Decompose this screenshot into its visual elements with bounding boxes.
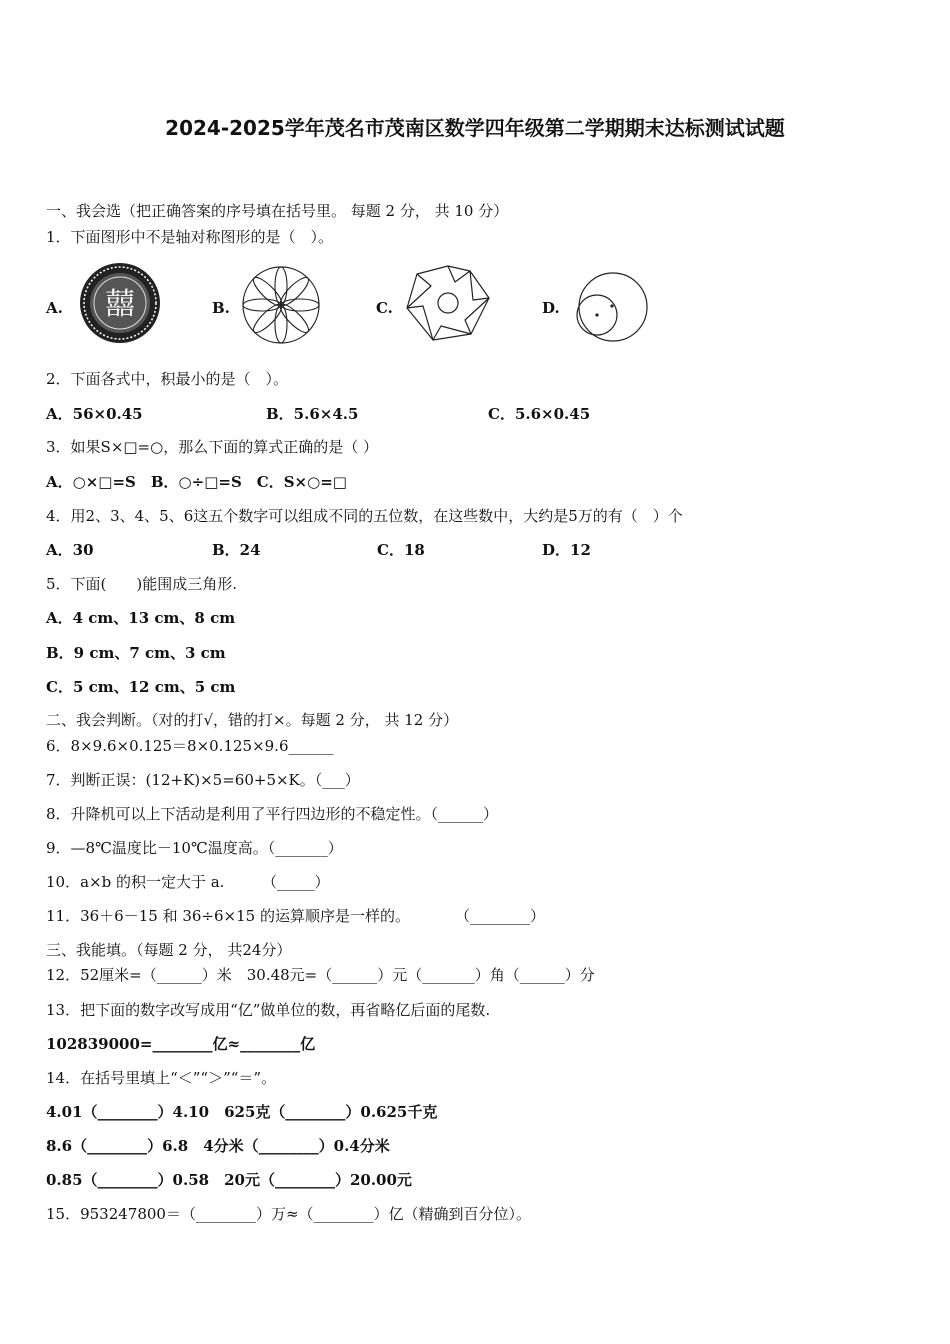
section2-heading: 二、我会判断。（对的打√，错的打×。每题 2 分， 共 12 分） [46, 711, 459, 729]
q1-option-b-label: B. [212, 299, 230, 317]
question-14-row-3: 0.85（________）0.58 20元（________）20.00元 [46, 1171, 412, 1189]
emblem-glyph: 囍 [105, 287, 135, 322]
q4-option-d: D．12 [542, 541, 591, 559]
question-1: 1．下面图形中不是轴对称图形的是（ ）。 [46, 228, 334, 246]
question-7: 7．判断正误：(12+K)×5=60+5×K。（___） [46, 771, 360, 789]
q2-option-b: B．5.6×4.5 [266, 405, 359, 423]
question-4: 4．用2、3、4、5、6这五个数字可以组成不同的五位数，在这些数中，大约是5万的有（ ）个 [46, 507, 683, 525]
question-11: 11．36＋6－15 和 36÷6×15 的运算顺序是一样的。 （________） [46, 907, 545, 925]
question-14: 14．在括号里填上“＜”“＞”“＝”。 [46, 1069, 277, 1087]
q2-option-c: C．5.6×0.45 [488, 405, 591, 423]
q5-option-a: A．4 cm、13 cm、8 cm [46, 609, 236, 627]
q3-options: A．○×□=S B．○÷□=S C．S×○=□ [46, 473, 347, 491]
q5-option-b: B．9 cm、7 cm、3 cm [46, 644, 226, 662]
page-title: 2024-2025学年茂名市茂南区数学四年级第二学期期末达标测试试题 [165, 116, 785, 140]
question-6: 6．8×9.6×0.125＝8×0.125×9.6______ [46, 737, 334, 755]
flower-circle-figure [240, 264, 322, 346]
question-9: 9．—8℃温度比－10℃温度高。（_______） [46, 839, 343, 857]
question-13-answer-line: 102839000=________亿≈________亿 [46, 1035, 316, 1053]
q4-option-a: A．30 [46, 541, 94, 559]
double-happiness-emblem-figure [79, 262, 161, 344]
question-14-row-1: 4.01（________）4.10 625克（________）0.625千克 [46, 1103, 438, 1121]
question-15: 15．953247800＝（________）万≈（________）亿（精确到百分位）。 [46, 1205, 532, 1223]
question-10: 10．a×b 的积一定大于 a. （_____） [46, 873, 330, 891]
question-12: 12．52厘米=（______）米 30.48元=（______）元（_______）角（______）分 [46, 966, 595, 984]
question-3: 3．如果S×□=○，那么下面的算式正确的是（ ） [46, 438, 378, 456]
circles-figure [573, 270, 649, 346]
q1-option-d-label: D. [542, 299, 560, 317]
pinwheel-figure [403, 262, 493, 344]
q5-option-c: C．5 cm、12 cm、5 cm [46, 678, 236, 696]
q4-option-b: B．24 [212, 541, 261, 559]
question-13: 13．把下面的数字改写成用“亿”做单位的数，再省略亿后面的尾数. [46, 1001, 491, 1019]
question-14-row-2: 8.6（________）6.8 4分米（________）0.4分米 [46, 1137, 390, 1155]
q1-option-c-label: C. [376, 299, 393, 317]
q1-option-a-label: A. [46, 299, 63, 317]
section1-heading: 一、我会选（把正确答案的序号填在括号里。 每题 2 分， 共 10 分） [46, 202, 509, 220]
question-2: 2．下面各式中，积最小的是（ ）。 [46, 370, 289, 388]
question-8: 8．升降机可以上下活动是利用了平行四边形的不稳定性。（______） [46, 805, 499, 823]
section3-heading: 三、我能填。（每题 2 分， 共24分） [46, 941, 292, 959]
question-5: 5．下面( )能围成三角形. [46, 575, 238, 593]
q4-option-c: C．18 [377, 541, 425, 559]
q2-option-a: A．56×0.45 [46, 405, 143, 423]
